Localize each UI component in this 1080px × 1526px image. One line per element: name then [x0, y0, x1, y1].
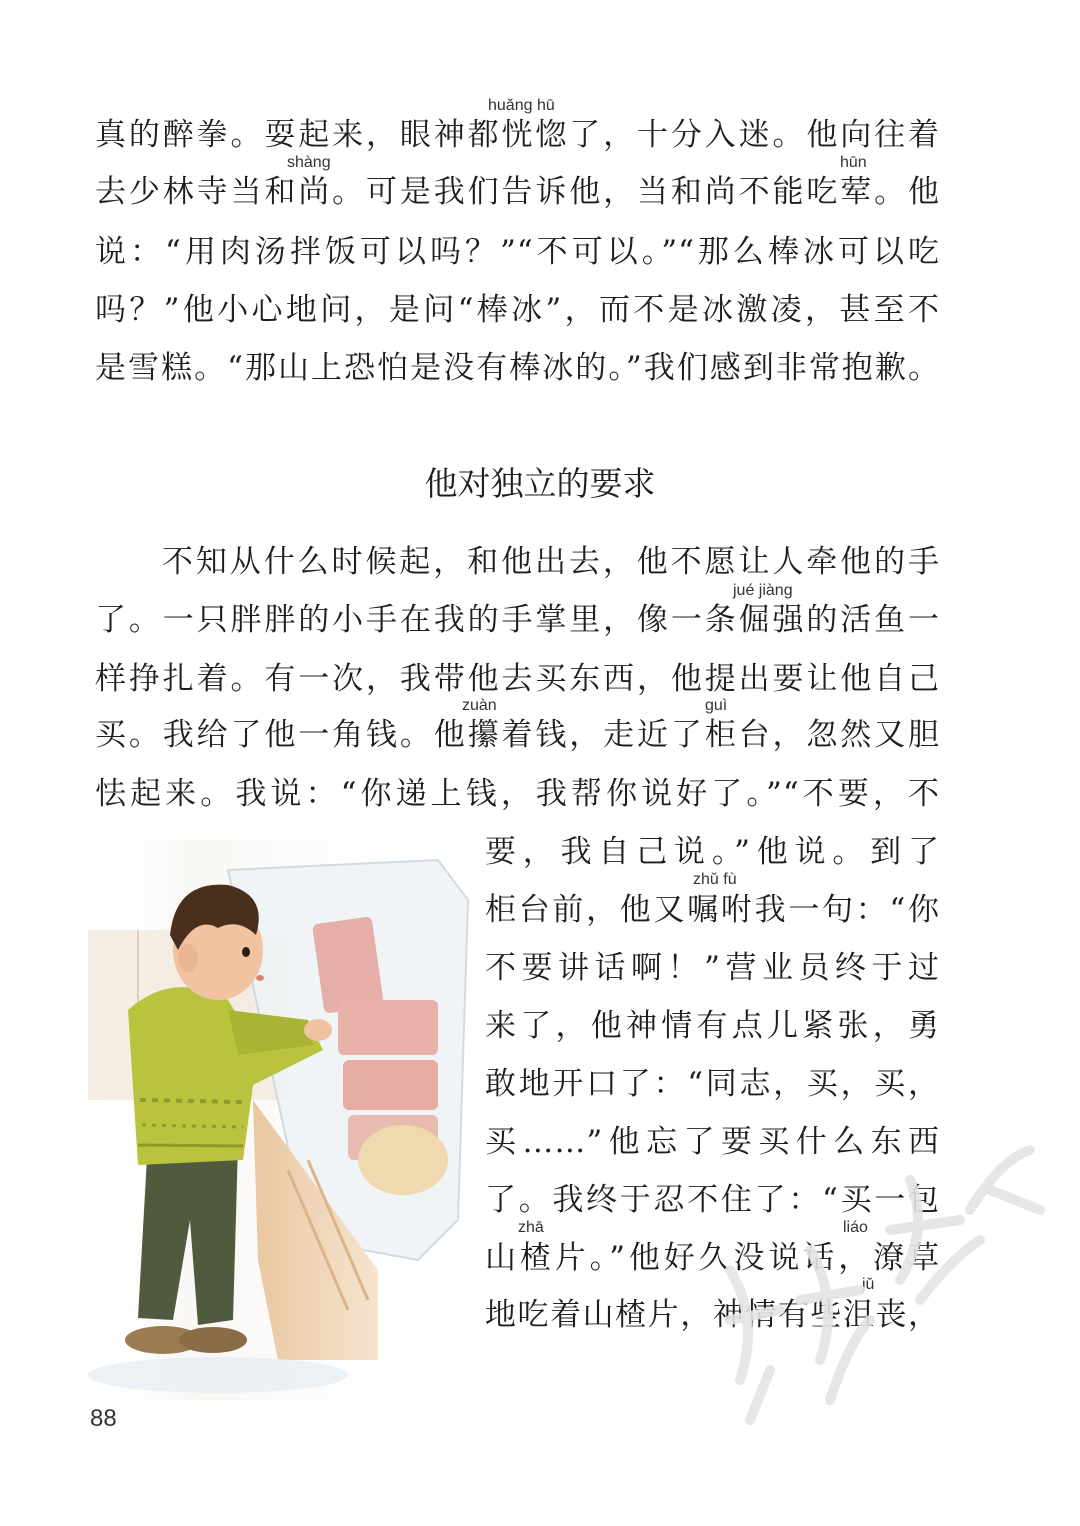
pinyin-annotation: jǔ — [862, 1276, 875, 1293]
pinyin-annotation: zhā — [518, 1219, 544, 1236]
paragraph-line: 吗？”他小心地问，是问“棒冰”，而不是冰激凌，甚至不 — [95, 292, 940, 328]
paragraph-line: 来了，他神情有点儿紧张，勇 — [485, 1008, 940, 1044]
paragraph-line: 买……”他忘了要买什么东西 — [485, 1124, 940, 1160]
pinyin-annotation: guì — [705, 697, 728, 714]
paragraph-line: 要，我自己说。”他说。到了 — [485, 834, 940, 870]
paragraph-line: 地吃着山楂片，神情有些沮丧， — [485, 1297, 940, 1333]
paragraph-line: 说：“用肉汤拌饭可以吗？”“不可以。”“那么棒冰可以吃 — [95, 234, 940, 270]
paragraph-line: 去少林寺当和尚。可是我们告诉他，当和尚不能吃荤。他 — [95, 174, 940, 210]
paragraph-line: 了。我终于忍不住了：“买一包 — [485, 1182, 940, 1218]
paragraph-line: 不要讲话啊！”营业员终于过 — [485, 950, 940, 986]
paragraph-line: 敢地开口了：“同志，买，买， — [485, 1066, 940, 1102]
pinyin-annotation: liáo — [843, 1219, 868, 1236]
pinyin-annotation: huǎng hū — [488, 97, 555, 114]
pinyin-annotation: shàng — [287, 154, 331, 171]
watermark-calligraphy — [700, 1120, 1060, 1480]
pinyin-annotation: jué jiàng — [733, 582, 793, 599]
boy-at-counter-illustration — [78, 840, 478, 1400]
pinyin-annotation: hūn — [840, 154, 867, 171]
paragraph-line: 真的醉拳。耍起来，眼神都恍惚了，十分入迷。他向往着 — [95, 117, 940, 153]
paragraph-line: 怯起来。我说：“你递上钱，我帮你说好了。”“不要，不 — [95, 776, 940, 812]
paragraph-line: 是雪糕。“那山上恐怕是没有棒冰的。”我们感到非常抱歉。 — [95, 350, 940, 386]
section-heading: 他对独立的要求 — [424, 464, 656, 503]
paragraph-line: 不知从什么时候起，和他出去，他不愿让人牵他的手 — [162, 544, 940, 580]
page-number: 88 — [90, 1405, 117, 1432]
paragraph-line: 山楂片。”他好久没说话，潦草 — [485, 1240, 940, 1276]
paragraph-line: 了。一只胖胖的小手在我的手掌里，像一条倔强的活鱼一 — [95, 602, 940, 638]
pinyin-annotation: zhǔ fù — [693, 871, 737, 888]
paragraph-line: 样挣扎着。有一次，我带他去买东西，他提出要让他自己 — [95, 661, 940, 697]
paragraph-line: 买。我给了他一角钱。他攥着钱，走近了柜台，忽然又胆 — [95, 717, 940, 753]
paragraph-line: 柜台前，他又嘱咐我一句：“你 — [485, 892, 940, 928]
pinyin-annotation: zuàn — [462, 697, 497, 714]
